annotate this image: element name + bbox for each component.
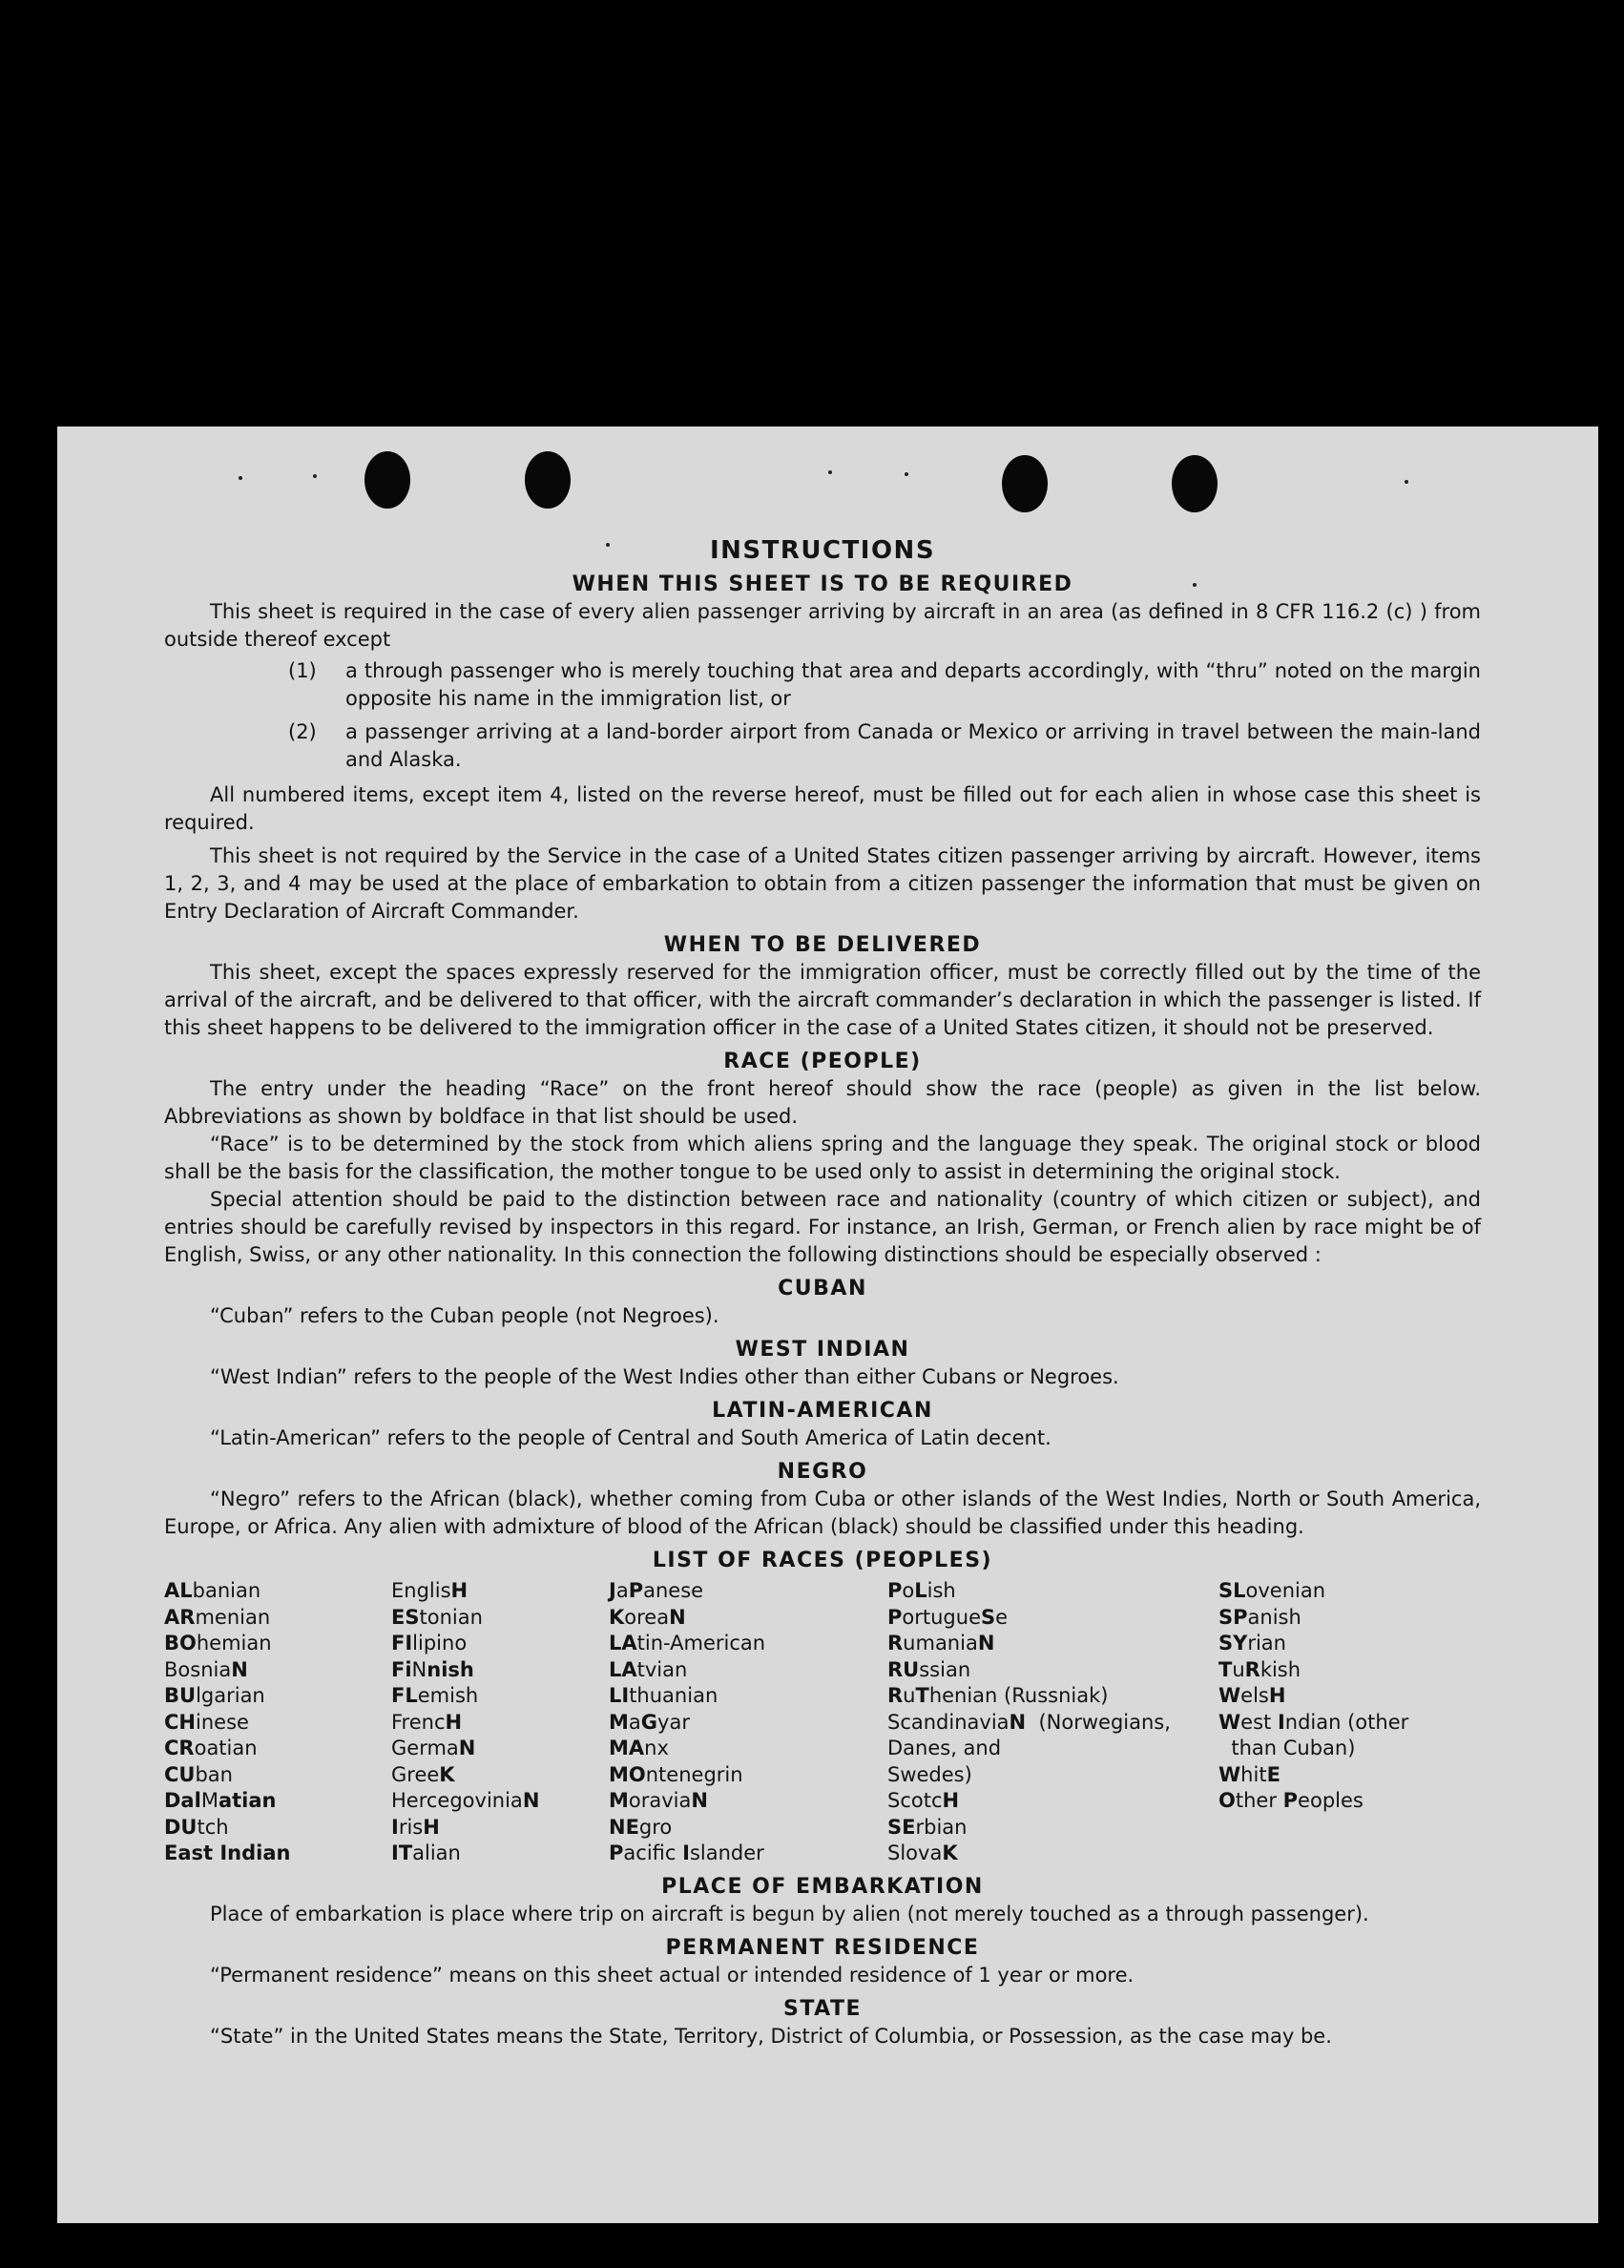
race-entry: ARmenian [164, 1605, 271, 1629]
race-paragraph-2: “Race” is to be determined by the stock from which aliens spring and the language they speak. The original stock or blood shall be the basis for the classification, the mother tongue to be used only to assist in determining the original stock. [164, 1133, 1481, 1183]
page-title: INSTRUCTIONS [709, 536, 936, 565]
race-paragraph-3: Special attention should be paid to the distinction between race and nationality (country of which citizen or subject), and entries should be carefully revised by inspectors in this regard. For instance, an Irish, German, or French alien by race might be of English, Swiss, or any other nationality. In this connection the following distinctions should be especially observed : [164, 1188, 1481, 1266]
race-entry: IrisH [391, 1815, 440, 1839]
race-entry: FIlipino [391, 1632, 468, 1654]
race-entry: LAtvian [609, 1657, 688, 1681]
race-entry: SPanish [1218, 1605, 1301, 1629]
race-entry: NEgro [609, 1815, 673, 1839]
race-entry: RumaniaN [887, 1632, 995, 1654]
race-entry: CRoatian [164, 1737, 258, 1759]
latin-american-text: “Latin-American” refers to the people of Central and South America of Latin decent. [210, 1426, 1051, 1449]
race-list [164, 1578, 1481, 1867]
race-entry: CHinese [164, 1710, 249, 1734]
race-entry: MoraviaN [609, 1789, 708, 1812]
section-heading-when-required: WHEN THIS SHEET IS TO BE REQUIRED [572, 572, 1073, 596]
instruction-sheet [57, 427, 1598, 2223]
race-entry: DUtch [164, 1815, 229, 1839]
race-entry: SYrian [1218, 1632, 1286, 1654]
race-entry: HercegoviniaN [391, 1789, 540, 1812]
exception-item [164, 718, 1481, 774]
race-entry: FLemish [391, 1684, 479, 1707]
race-entry: ScotcH [887, 1789, 960, 1812]
race-entry: ScandinaviaN (Norwegians, [887, 1710, 1171, 1734]
section-heading-cuban: CUBAN [778, 1277, 867, 1300]
race-entry: Other Peoples [1218, 1789, 1364, 1812]
exception-list [164, 657, 1481, 774]
west-indian-text: “West Indian” refers to the people of the West Indies other than either Cubans or Negroes. [210, 1365, 1119, 1388]
speck [905, 472, 908, 476]
race-entry: PortugueSe [887, 1605, 1009, 1629]
when-delivered-text: This sheet, except the spaces expressly reserved for the immigration officer, must be correctly filled out by the time of the arrival of the aircraft, and be delivered to that officer, with the aircraft commander’s declaration in which the passenger is listed. If this sheet happens to be delivered to the immigration officer in the case of a United States citizen, it should not be preserved. [164, 961, 1481, 1039]
residence-text: “Permanent residence” means on this sheet actual or intended residence of 1 year or more. [210, 1963, 1135, 1987]
exception-text: a passenger arriving at a land-border airport from Canada or Mexico or arriving in travel between the main-land and Alaska. [345, 720, 1481, 771]
race-entry: PoLish [887, 1579, 956, 1602]
race-entry: JaPanese [609, 1579, 704, 1602]
section-heading-embarkation: PLACE OF EMBARKATION [661, 1874, 984, 1899]
punch-hole [1002, 455, 1048, 512]
race-entry: MOntenegrin [609, 1762, 743, 1786]
race-entry: CUban [164, 1762, 233, 1786]
punch-hole [525, 451, 571, 509]
race-entry: Danes, and [887, 1737, 1002, 1759]
race-entry: LIthuanian [609, 1684, 718, 1707]
exception-text: a through passenger who is merely touching that area and departs accordingly, with “thru” noted on the margin opposite his name in the immigration list, or [345, 659, 1481, 710]
race-entry: RuThenian (Russniak) [887, 1684, 1109, 1707]
race-entry: than Cuban) [1218, 1737, 1356, 1759]
instructions-content [164, 537, 1481, 2050]
race-entry: SLovenian [1218, 1579, 1326, 1602]
section-heading-latin-american: LATIN-AMERICAN [712, 1399, 933, 1423]
race-entry: ALbanian [164, 1579, 261, 1602]
embarkation-text: Place of embarkation is place where trip on aircraft is begun by alien (not merely touched as a through passenger). [210, 1902, 1369, 1925]
race-entry: WhitE [1218, 1762, 1280, 1786]
section-heading-list-of-races: LIST OF RACES (PEOPLES) [652, 1549, 993, 1572]
section-heading-state: STATE [783, 1996, 862, 2021]
race-entry: Swedes) [887, 1762, 972, 1786]
race-entry: SErbian [887, 1815, 968, 1839]
race-entry: BosniaN [164, 1657, 248, 1681]
race-entry: EStonian [391, 1605, 483, 1629]
punch-hole [1172, 455, 1218, 512]
speck [1405, 480, 1408, 484]
punch-hole [364, 451, 410, 509]
race-column [1218, 1578, 1467, 1867]
speck [239, 476, 242, 480]
race-entry: MaGyar [609, 1710, 690, 1734]
race-entry: East Indian [164, 1841, 291, 1864]
race-entry: GermaN [391, 1737, 476, 1759]
when-required-paragraph-3: This sheet is not required by the Service in the case of a United States citizen passenger arriving by aircraft. However, items 1, 2, 3, and 4 may be used at the place of embarkation to obtain from a citizen passenger the information that must be given on Entry Declaration of Aircraft Commander. [164, 844, 1481, 923]
race-entry: MAnx [609, 1737, 669, 1759]
section-heading-when-delivered: WHEN TO BE DELIVERED [663, 933, 982, 957]
state-text: “State” in the United States means the State, Territory, District of Columbia, or Possession, as the case may be. [210, 2024, 1332, 2048]
race-entry: Pacific Islander [609, 1841, 764, 1864]
section-heading-west-indian: WEST INDIAN [735, 1338, 910, 1362]
race-column [887, 1578, 1218, 1867]
race-entry: GreeK [391, 1762, 455, 1786]
race-entry: BOhemian [164, 1632, 272, 1654]
when-required-intro: This sheet is required in the case of every alien passenger arriving by aircraft in an area (as defined in 8 CFR 116.2 (c) ) from outside thereof except [164, 600, 1481, 651]
race-entry: DalMatian [164, 1789, 277, 1812]
race-entry: KoreaN [609, 1605, 686, 1629]
exception-number: (1) [288, 659, 317, 682]
exception-number: (2) [288, 720, 317, 743]
speck [828, 470, 832, 474]
race-entry: West Indian (other [1218, 1710, 1409, 1734]
race-entry: WelsH [1218, 1684, 1286, 1707]
negro-text: “Negro” refers to the African (black), whether coming from Cuba or other islands of the West Indies, North or South America, Europe, or Africa. Any alien with admixture of blood of the African (black) should be classified under this heading. [164, 1488, 1481, 1538]
race-column [391, 1578, 609, 1867]
when-required-paragraph-2: All numbered items, except item 4, listed on the reverse hereof, must be filled out for each alien in whose case this sheet is required. [164, 783, 1481, 834]
race-entry: SlovaK [887, 1841, 958, 1864]
race-entry: FrencH [391, 1710, 463, 1734]
section-heading-residence: PERMANENT RESIDENCE [665, 1935, 980, 1960]
section-heading-race: RACE (PEOPLE) [723, 1050, 922, 1073]
exception-item [164, 657, 1481, 713]
section-heading-negro: NEGRO [777, 1460, 868, 1484]
race-entry: TuRkish [1218, 1657, 1301, 1681]
speck [313, 474, 317, 478]
race-entry: FiNnish [391, 1657, 474, 1681]
race-entry: RUssian [887, 1657, 971, 1681]
cuban-text: “Cuban” refers to the Cuban people (not Negroes). [210, 1304, 719, 1327]
race-entry: BUlgarian [164, 1684, 265, 1707]
race-column [609, 1578, 887, 1867]
race-entry: LAtin-American [609, 1632, 766, 1654]
race-entry: ITalian [391, 1841, 461, 1864]
race-entry: EnglisH [391, 1579, 468, 1602]
race-column [164, 1578, 391, 1867]
race-paragraph-1: The entry under the heading “Race” on the front hereof should show the race (people) as given in the list below. Abbreviations as shown by boldface in that list should be used. [164, 1077, 1481, 1128]
